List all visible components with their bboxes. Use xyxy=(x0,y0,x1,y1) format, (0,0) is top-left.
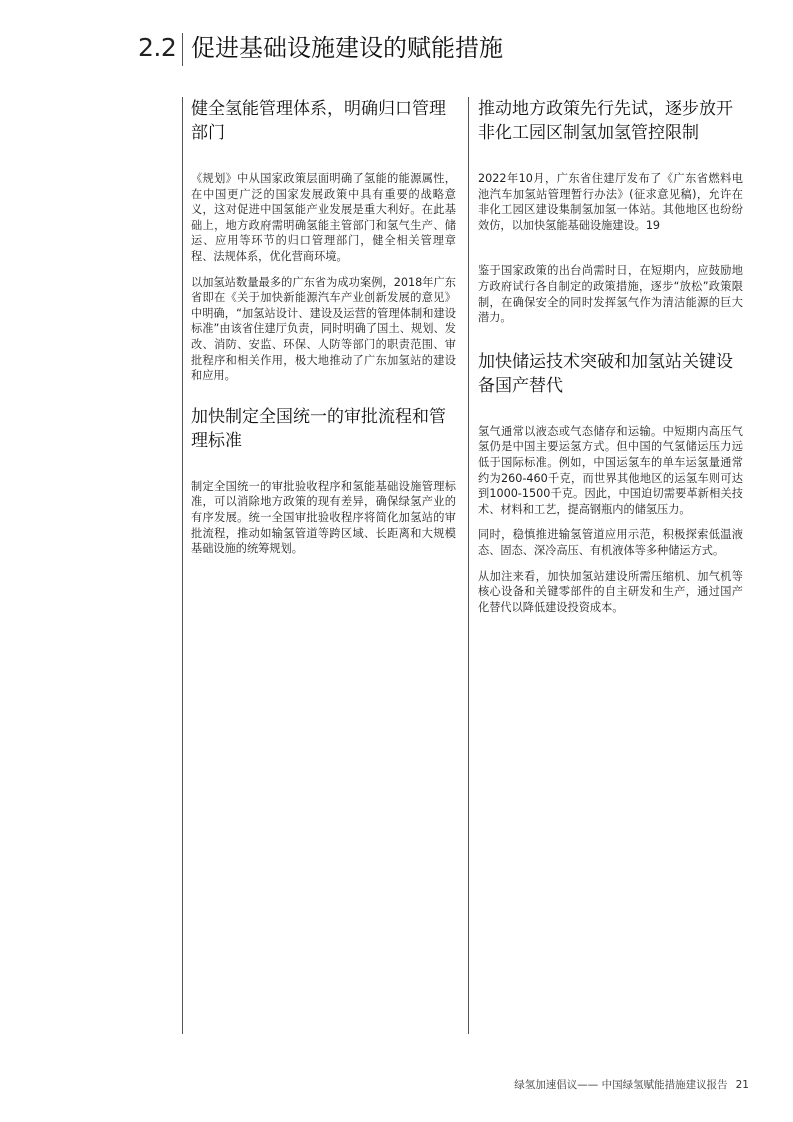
title-divider xyxy=(182,33,183,66)
left-column-rule xyxy=(182,97,183,1034)
right-paragraph-4: 同时，稳慎推进输氢管道应用示范，积极探索低温液态、固态、深冷高压、有机液体等多种储运方式。 xyxy=(478,528,743,557)
section-title: 促进基础设施建设的赋能措施 xyxy=(191,34,503,62)
section-number: 2.2 xyxy=(138,33,177,62)
footer-report-title: 绿氢加速倡议—— 中国绿氢赋能措施建议报告 xyxy=(514,1079,728,1091)
right-paragraph-1: 2022年10月，广东省住建厅发布了《广东省燃料电池汽车加氢站管理暂行办法》(征求意见稿)，允许在非化工园区建设集制氢加氢一体站。其他地区也纷纷效仿，以加快氢能基础设施建设。19 xyxy=(478,172,743,232)
right-paragraph-5: 从加注来看，加快加氢站建设所需压缩机、加气机等核心设备和关键零部件的自主研发和生产，通过国产化替代以降低建设投资成本。 xyxy=(478,569,743,614)
page-footer xyxy=(514,1077,749,1092)
right-heading-1: 推动地方政策先行先试，逐步放开非化工园区制氢加氢管控限制 xyxy=(478,99,733,143)
left-heading-1: 健全氢能管理体系，明确归口管理部门 xyxy=(191,99,446,143)
left-column xyxy=(191,97,456,557)
left-paragraph-2: 以加氢站数量最多的广东省为成功案例，2018年广东省即在《关于加快新能源汽车产业创新发展的意见》中明确，“加氢站设计、建设及运营的管理体制和建设标准”由该省住建厅负责，同时明确了国土、规划、发改、消防、安监、环保、人防等部门的职责范围、审批程序和相关作用，极大地推动了广东加氢站的建设和应用。 xyxy=(191,275,456,383)
left-heading-2: 加快制定全国统一的审批流程和管理标准 xyxy=(191,406,446,451)
right-paragraph-3: 氢气通常以液态或气态储存和运输。中短期内高压气氢仍是中国主要运氢方式。但中国的气氢储运压力远低于国际标准。例如，中国运氢车的单车运氢量通常约为260-460千克，而世界其他地区的运氢车则可达到1000-1500千克。因此，中国迫切需要革新相关技术、材料和工艺，提高钢瓶内的储氢压力。 xyxy=(478,424,743,516)
right-paragraph-2: 鉴于国家政策的出台尚需时日，在短期内，应鼓励地方政府试行各自制定的政策措施，逐步“放松”政策限制，在确保安全的同时发挥氢气作为清洁能源的巨大潜力。 xyxy=(478,264,743,325)
left-paragraph-3: 制定全国统一的审批验收程序和氢能基础设施管理标准，可以消除地方政策的现有差异，确保绿氢产业的有序发展。统一全国审批验收程序将简化加氢站的审批流程，推动如输氢管道等跨区域、长距离和大规模基础设施的统筹规划。 xyxy=(191,479,456,556)
page-number: 21 xyxy=(735,1079,749,1091)
right-column xyxy=(478,97,743,615)
right-heading-2: 加快储运技术突破和加氢站关键设备国产替代 xyxy=(478,351,733,396)
left-paragraph-1: 《规划》中从国家政策层面明确了氢能的能源属性，在中国更广泛的国家发展政策中具有重要的战略意义，这对促进中国氢能产业发展是重大利好。在此基础上，地方政府需明确氢能主管部门和氢气生产、储运、应用等环节的归口管理部门，健全相关管理章程、法规体系，优化营商环境。 xyxy=(191,172,456,263)
right-column-rule xyxy=(468,97,469,1034)
